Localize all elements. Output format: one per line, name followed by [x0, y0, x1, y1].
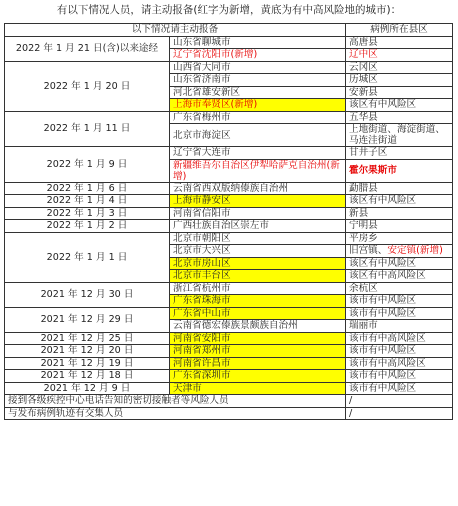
table-row [5, 382, 453, 395]
county-cell: 该区有中风险区 [346, 99, 453, 112]
footer-text: 接到各级疾控中心电话告知的密切接触者等风险人员 [5, 395, 346, 408]
place-cell: 辽宁省沈阳市(新增) [170, 49, 346, 62]
table-row [5, 147, 453, 160]
footer-row [5, 407, 453, 420]
county-cell: 上地街道、海淀街道、马连洼街道 [346, 124, 453, 147]
place-cell: 浙江省杭州市 [170, 282, 346, 295]
place-cell: 北京市丰台区 [170, 270, 346, 283]
date-cell: 2021 年 12 月 30 日 [5, 282, 170, 307]
date-cell: 2022 年 1 月 4 日 [5, 195, 170, 208]
county-cell: 霍尔果斯市 [346, 159, 453, 182]
place-cell: 河南省许昌市 [170, 357, 346, 370]
date-cell: 2021 年 12 月 18 日 [5, 370, 170, 383]
county-cell: 安新县 [346, 86, 453, 99]
date-cell: 2022 年 1 月 11 日 [5, 111, 170, 147]
county-cell: 云冈区 [346, 61, 453, 74]
table-row [5, 345, 453, 358]
table-row [5, 370, 453, 383]
date-cell: 2021 年 12 月 25 日 [5, 332, 170, 345]
place-cell: 上海市奉贤区(新增) [170, 99, 346, 112]
county-cell: 该区有中风险区 [346, 195, 453, 208]
place-cell: 山东省济南市 [170, 74, 346, 87]
report-table [4, 23, 453, 420]
county-cell: 甘井子区 [346, 147, 453, 160]
intro-text: 有以下情况人员，请主动报备(红字为新增，黄底为有中高风险地的城市)： [56, 4, 402, 16]
county-cell: 宁明县 [346, 220, 453, 233]
place-cell: 北京市房山区 [170, 257, 346, 270]
place-cell: 山西省大同市 [170, 61, 346, 74]
place-cell: 云南省西双版纳傣族自治州 [170, 182, 346, 195]
place-cell: 云南省德宏傣族景颇族自治州 [170, 320, 346, 333]
date-cell: 2022 年 1 月 6 日 [5, 182, 170, 195]
date-cell: 2021 年 12 月 19 日 [5, 357, 170, 370]
county-cell: 该市有中高风险区 [346, 357, 453, 370]
date-cell: 2022 年 1 月 9 日 [5, 147, 170, 183]
place-cell: 新疆维吾尔自治区伊犁哈萨克自治州(新增) [170, 159, 346, 182]
footer-row [5, 395, 453, 408]
county-cell: 该市有中风险区 [346, 307, 453, 320]
table-row [5, 195, 453, 208]
header-situation: 以下情况请主动报备 [5, 24, 346, 37]
header-county: 病例所在县区 [346, 24, 453, 37]
date-cell: 2022 年 1 月 21 日(含)以来途经 [5, 36, 170, 61]
table-row [5, 220, 453, 233]
table-row [5, 61, 453, 74]
date-cell: 2022 年 1 月 2 日 [5, 220, 170, 233]
table-row [5, 36, 453, 49]
date-cell: 2021 年 12 月 29 日 [5, 307, 170, 332]
county-cell: 辽中区 [346, 49, 453, 62]
table-row [5, 332, 453, 345]
date-cell: 2022 年 1 月 20 日 [5, 61, 170, 111]
date-cell: 2022 年 1 月 3 日 [5, 207, 170, 220]
place-cell: 广西壮族自治区崇左市 [170, 220, 346, 233]
place-cell: 河北省雄安新区 [170, 86, 346, 99]
table-row [5, 207, 453, 220]
place-cell: 河南省信阳市 [170, 207, 346, 220]
county-text: 旧宫镇、 [349, 245, 388, 257]
county-cell [346, 245, 453, 258]
county-cell: 勐腊县 [346, 182, 453, 195]
county-cell: 平房乡 [346, 232, 453, 245]
county-cell: 该市有中高风险区 [346, 332, 453, 345]
table-row [5, 232, 453, 245]
place-cell: 河南省安阳市 [170, 332, 346, 345]
county-cell: 该市有中风险区 [346, 382, 453, 395]
county-cell: 高唐县 [346, 36, 453, 49]
county-cell: 余杭区 [346, 282, 453, 295]
table-row [5, 182, 453, 195]
table-row [5, 282, 453, 295]
place-cell: 广东省中山市 [170, 307, 346, 320]
county-cell: 历城区 [346, 74, 453, 87]
date-cell: 2022 年 1 月 1 日 [5, 232, 170, 282]
county-cell: 该区有中高风险区 [346, 270, 453, 283]
date-cell: 2021 年 12 月 9 日 [5, 382, 170, 395]
place-cell: 辽宁省大连市 [170, 147, 346, 160]
county-cell: 五华县 [346, 111, 453, 124]
table-body [5, 36, 453, 420]
place-cell: 北京市朝阳区 [170, 232, 346, 245]
county-cell: / [346, 407, 453, 420]
county-cell: 瑞丽市 [346, 320, 453, 333]
table-row [5, 307, 453, 320]
place-cell: 北京市大兴区 [170, 245, 346, 258]
table-row [5, 357, 453, 370]
place-cell: 北京市海淀区 [170, 124, 346, 147]
county-cell: 该市有中风险区 [346, 370, 453, 383]
table-row [5, 111, 453, 124]
table-header-row [5, 24, 453, 37]
place-cell: 广东省深圳市 [170, 370, 346, 383]
county-cell: 该市有中风险区 [346, 345, 453, 358]
county-cell: / [346, 395, 453, 408]
county-cell: 该市有中风险区 [346, 295, 453, 308]
place-cell: 河南省郑州市 [170, 345, 346, 358]
place-cell: 天津市 [170, 382, 346, 395]
place-cell: 山东省聊城市 [170, 36, 346, 49]
place-cell: 广东省梅州市 [170, 111, 346, 124]
county-cell: 新县 [346, 207, 453, 220]
county-new-text: 安定镇(新增) [387, 245, 443, 257]
date-cell: 2021 年 12 月 20 日 [5, 345, 170, 358]
footer-text: 与发布病例轨迹有交集人员 [5, 407, 346, 420]
place-cell: 上海市静安区 [170, 195, 346, 208]
county-cell: 该区有中风险区 [346, 257, 453, 270]
place-cell: 广东省珠海市 [170, 295, 346, 308]
